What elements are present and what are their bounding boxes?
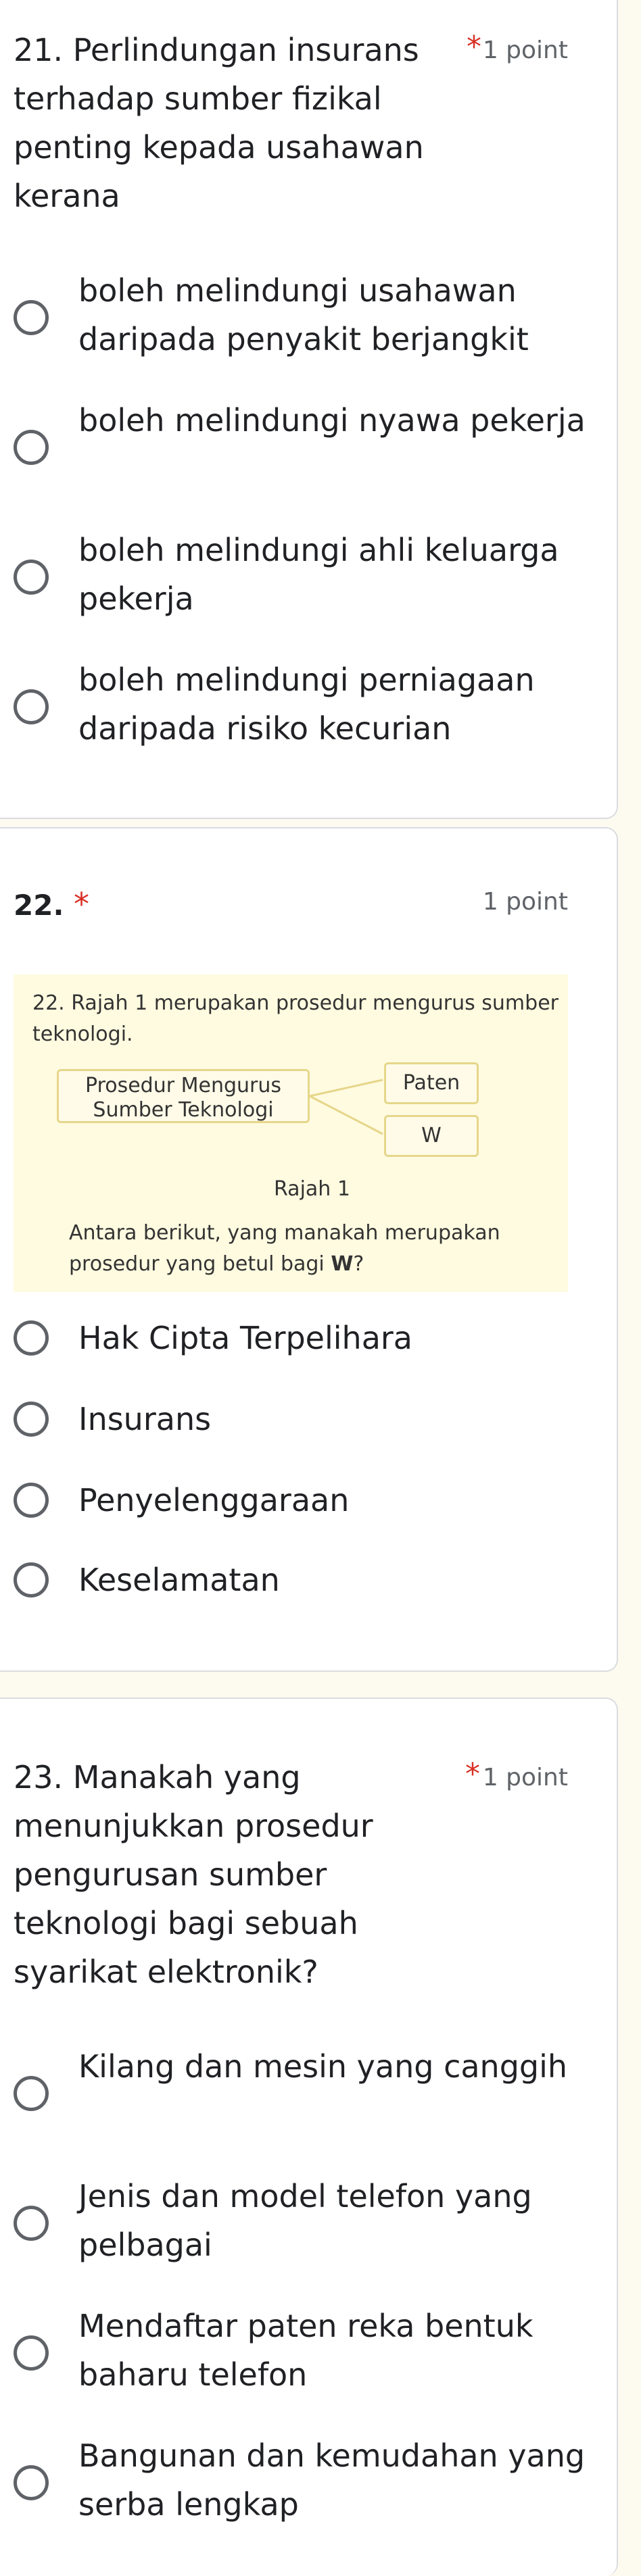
option-label: Bangunan dan kemudahan yang serba lengkap	[78, 2437, 586, 2523]
figure-question-target: W	[331, 1252, 354, 1276]
figure-caption: Rajah 1	[274, 1177, 350, 1201]
figure-question-text: Antara berikut, yang manakah merupakan prosedur yang betul bagi	[69, 1221, 500, 1276]
question-card-22	[0, 827, 618, 1672]
answer-option[interactable]	[14, 526, 609, 627]
answer-option[interactable]	[14, 396, 609, 497]
question-card-23	[0, 1698, 618, 2576]
answer-option[interactable]	[14, 2302, 609, 2403]
required-asterisk: *	[467, 30, 481, 64]
required-asterisk: *	[74, 886, 90, 922]
radio-button[interactable]	[14, 2335, 49, 2371]
radio-button[interactable]	[14, 430, 49, 465]
question-title: 23. Manakah yang menunjukkan prosedur pengurusan sumber teknologi bagi sebuah syarikat elektronik?	[14, 1759, 373, 1990]
figure-intro: 22. Rajah 1 merupakan prosedur mengurus sumber teknologi.	[32, 991, 559, 1046]
radio-button[interactable]	[14, 300, 49, 335]
question-title	[14, 880, 433, 930]
option-label: Hak Cipta Terpelihara	[78, 1320, 412, 1356]
answer-option[interactable]	[14, 2431, 609, 2533]
option-label: Insurans	[78, 1401, 212, 1437]
answer-option[interactable]	[14, 2172, 609, 2273]
radio-button[interactable]	[14, 2076, 49, 2111]
radio-button[interactable]	[14, 2206, 49, 2241]
answer-option[interactable]	[14, 1554, 609, 1606]
option-label: boleh melindungi ahli keluarga pekerja	[78, 532, 559, 617]
radio-button[interactable]	[14, 2465, 49, 2500]
answer-option[interactable]	[14, 2042, 609, 2144]
figure-rajah-1	[14, 974, 568, 1292]
option-label: Penyelenggaraan	[78, 1482, 350, 1518]
question-card-21	[0, 0, 618, 819]
option-label: Mendaftar paten reka bentuk baharu telefon	[78, 2308, 533, 2393]
question-points: 1 point	[482, 888, 568, 916]
figure-branch-paten: Paten	[384, 1062, 479, 1104]
required-asterisk: *	[465, 1757, 480, 1791]
option-label: Kilang dan mesin yang canggih	[78, 2048, 568, 2085]
question-title: 21. Perlindungan insurans terhadap sumber fizikal penting kepada usahawan kerana	[14, 32, 424, 214]
answer-option[interactable]	[14, 655, 609, 757]
radio-button[interactable]	[14, 689, 49, 724]
figure-question	[69, 1218, 556, 1280]
answer-option[interactable]	[14, 1312, 609, 1364]
figure-question-end: ?	[353, 1252, 364, 1276]
option-label: Keselamatan	[78, 1562, 280, 1598]
answer-option[interactable]	[14, 1393, 609, 1445]
question-points: 1 point	[482, 36, 568, 64]
radio-button[interactable]	[14, 1402, 49, 1437]
figure-branch-w: W	[384, 1115, 479, 1157]
option-label: boleh melindungi nyawa pekerja	[78, 402, 586, 439]
radio-button[interactable]	[14, 1320, 49, 1356]
option-label: boleh melindungi usahawan daripada penyakit berjangkit	[78, 272, 529, 357]
question-points: 1 point	[482, 1764, 568, 1791]
answer-option[interactable]	[14, 266, 609, 368]
figure-main-box: Prosedur Mengurus Sumber Teknologi	[57, 1069, 310, 1123]
option-label: Jenis dan model telefon yang pelbagai	[78, 2178, 532, 2263]
option-label: boleh melindungi perniagaan daripada risiko kecurian	[78, 662, 535, 747]
radio-button[interactable]	[14, 1483, 49, 1518]
radio-button[interactable]	[14, 1562, 49, 1597]
answer-option[interactable]	[14, 1475, 609, 1526]
radio-button[interactable]	[14, 560, 49, 595]
question-number: 22.	[14, 889, 64, 922]
